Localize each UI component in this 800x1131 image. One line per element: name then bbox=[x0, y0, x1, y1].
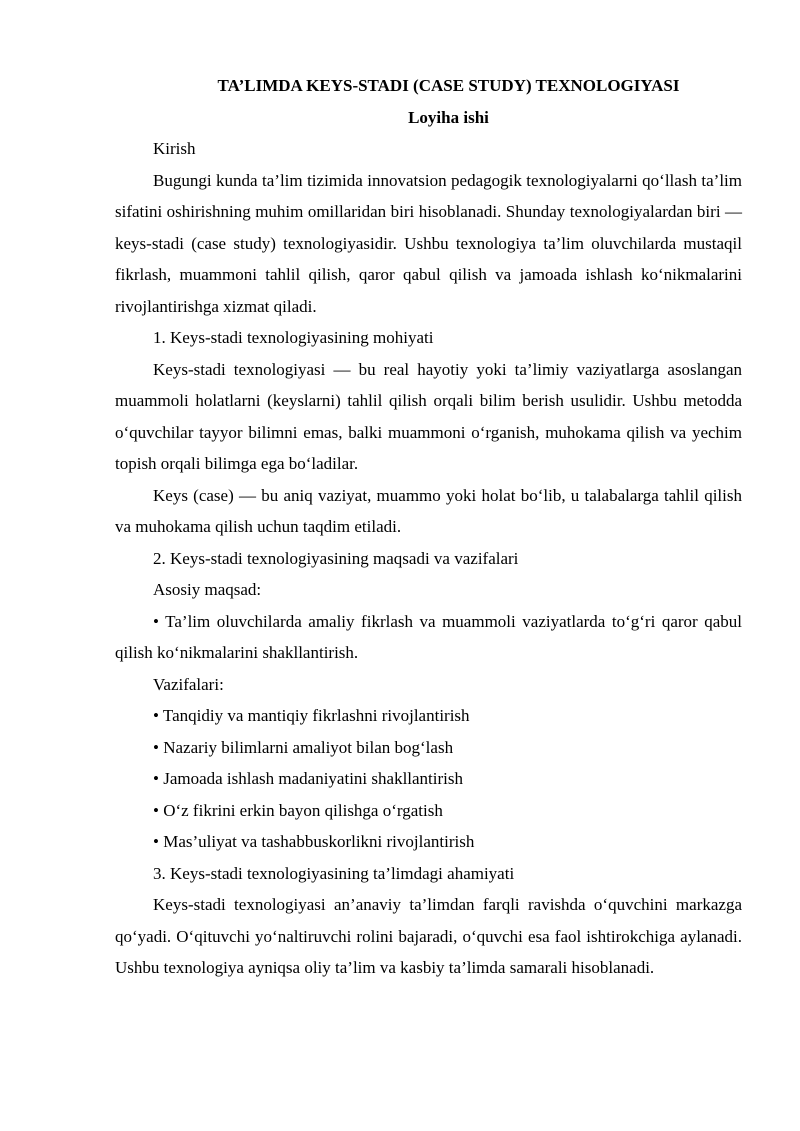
task-item: • O‘z fikrini erkin bayon qilishga o‘rgatish bbox=[153, 800, 443, 820]
section1-paragraph-1: Keys-stadi texnologiyasi — bu real hayotiy yoki ta’limiy vaziyatlarga asoslangan muammoli holatlarni (keyslarni) tahlil qilish orqali bilim berish usulidir. Ushbu metodda o‘quvchilar tayyor bilimni emas, balki muammoni o‘rganish, muhokama qilish va yechim topish orqali bilimga ega bo‘ladilar. bbox=[115, 359, 742, 473]
section1-heading: 1. Keys-stadi texnologiyasining mohiyati bbox=[153, 328, 434, 347]
tasks-label: Vazifalari: bbox=[153, 674, 224, 694]
goal-label: Asosiy maqsad: bbox=[153, 580, 262, 599]
section3-heading: 3. Keys-stadi texnologiyasining ta’limdagi ahamiyati bbox=[153, 863, 515, 883]
section2-heading: 2. Keys-stadi texnologiyasining maqsadi va vazifalari bbox=[153, 548, 519, 568]
task-item: • Tanqidiy va mantiqiy fikrlashni rivojlantirish bbox=[153, 706, 470, 725]
task-item: • Mas’uliyat va tashabbuskorlikni rivojlantirish bbox=[153, 832, 475, 851]
task-item: • Jamoada ishlash madaniyatini shakllantirish bbox=[153, 769, 464, 788]
goal-text: • Ta’lim oluvchilarda amaliy fikrlash va muammoli vaziyatlarda to‘g‘ri qaror qabul qilish ko‘nikmalarini shakllantirish. bbox=[115, 611, 742, 662]
document-subtitle: Loyiha ishi bbox=[408, 107, 489, 127]
intro-heading: Kirish bbox=[153, 139, 196, 158]
intro-paragraph: Bugungi kunda ta’lim tizimida innovatsion pedagogik texnologiyalarni qo‘llash ta’lim sifatini oshirishning muhim omillaridan biri hisoblanadi. Shunday texnologiyalardan biri — keys-stadi (case study) texnologiyasidir. Ushbu texnologiya ta’lim oluvchilarda mustaqil fikrlash, muammoni tahlil qilish, qaror qabul qilish va jamoada ishlash ko‘nikmalarini rivojlantirishga xizmat qiladi. bbox=[115, 170, 742, 316]
document-page bbox=[115, 70, 742, 984]
task-item: • Nazariy bilimlarni amaliyot bilan bog‘lash bbox=[153, 737, 454, 757]
section3-paragraph-1: Keys-stadi texnologiyasi an’anaviy ta’limdan farqli ravishda o‘quvchini markazga qo‘yadi. O‘qituvchi yo‘naltiruvchi rolini bajaradi, o‘quvchi esa faol ishtirokchiga aylanadi. Ushbu texnologiya ayniqsa oliy ta’lim va kasbiy ta’limda samarali hisoblanadi. bbox=[115, 895, 742, 977]
document-title: TA’LIMDA KEYS-STADI (CASE STUDY) TEXNOLOGIYASI bbox=[217, 76, 680, 95]
section1-paragraph-2: Keys (case) — bu aniq vaziyat, muammo yoki holat bo‘lib, u talabalarga tahlil qilish va muhokama qilish uchun taqdim etiladi. bbox=[115, 485, 742, 536]
